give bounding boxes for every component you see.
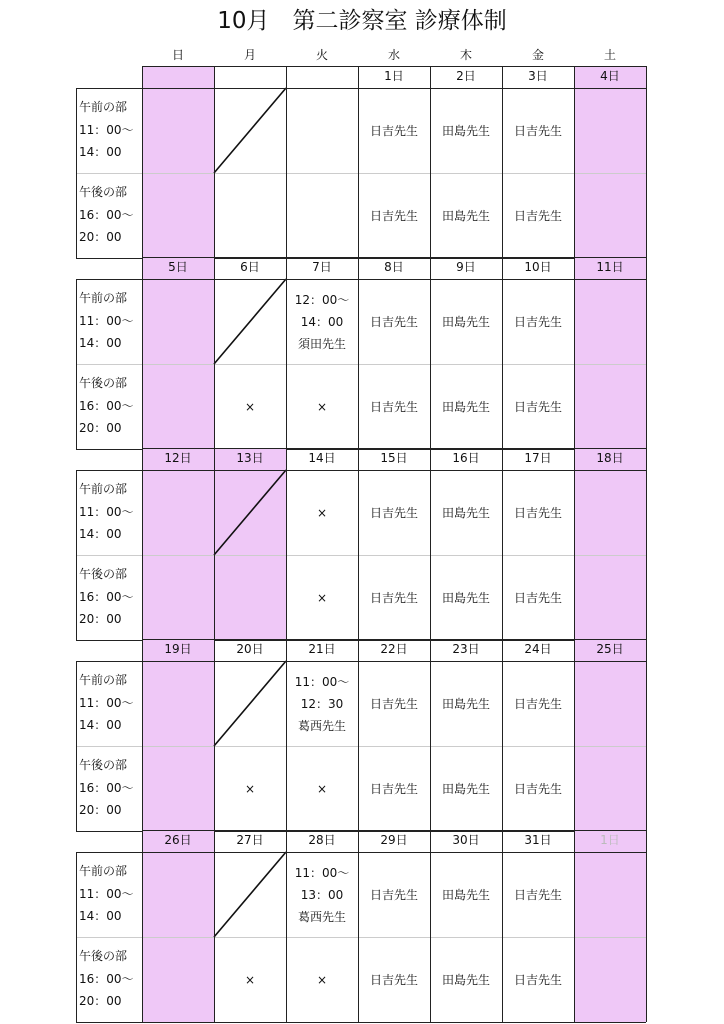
grid-line xyxy=(76,279,77,449)
grid-line xyxy=(358,448,359,640)
closed-mark: × xyxy=(316,590,328,605)
pm-cell xyxy=(430,173,502,258)
grid-line xyxy=(646,257,647,449)
grid-line xyxy=(214,639,215,831)
pm-session-label xyxy=(76,173,142,258)
closed-diagonal-slash xyxy=(214,279,286,364)
cell-text: 12：00～ xyxy=(294,292,350,307)
session-label-line: 16：00～ xyxy=(79,398,134,413)
grid-line xyxy=(142,257,143,449)
cell-text: 日吉先生 xyxy=(369,123,418,138)
pm-cell xyxy=(574,364,646,449)
day-number: 5日 xyxy=(142,257,214,279)
grid-line xyxy=(574,448,575,640)
pm-cell xyxy=(502,173,574,258)
session-label-line: 14：00 xyxy=(79,909,122,923)
pm-cell xyxy=(214,364,286,449)
session-label-line: 16：00～ xyxy=(79,589,134,604)
cell-text: 日吉先生 xyxy=(369,972,418,987)
am-cell xyxy=(574,88,646,173)
grid-line xyxy=(76,852,77,1022)
pm-cell xyxy=(214,746,286,831)
day-number xyxy=(214,66,286,88)
pm-cell xyxy=(142,555,214,640)
grid-line xyxy=(574,639,575,831)
closed-mark: × xyxy=(244,399,256,414)
grid-line xyxy=(502,66,503,258)
cell-text: 日吉先生 xyxy=(513,696,562,711)
am-cell xyxy=(430,852,502,937)
am-cell xyxy=(574,279,646,364)
session-label-line: 20：00 xyxy=(79,612,122,626)
closed-diagonal-slash xyxy=(214,852,286,937)
grid-line xyxy=(286,66,287,258)
session-label-line: 午前の部 xyxy=(79,482,128,496)
day-number: 25日 xyxy=(574,639,646,661)
cell-text: 日吉先生 xyxy=(513,887,562,902)
day-number: 27日 xyxy=(236,833,264,847)
pm-cell xyxy=(430,746,502,831)
pm-cell xyxy=(358,555,430,640)
grid-line xyxy=(142,830,143,1022)
grid-line xyxy=(76,746,646,747)
grid-line xyxy=(214,448,215,640)
cell-text: 11：00～ xyxy=(294,674,350,689)
day-number xyxy=(286,66,358,88)
pm-cell xyxy=(286,937,358,1022)
am-cell xyxy=(286,279,358,364)
grid-line xyxy=(286,639,287,831)
day-number: 18日 xyxy=(574,448,646,470)
cell-text: 田島先生 xyxy=(441,887,490,902)
pm-cell xyxy=(358,173,430,258)
session-label-line: 11：00～ xyxy=(79,695,134,710)
grid-line xyxy=(142,830,646,831)
grid-line xyxy=(76,1022,646,1023)
closed-mark: × xyxy=(316,972,328,987)
cell-text: 田島先生 xyxy=(441,972,490,987)
pm-session-label xyxy=(76,746,142,831)
am-cell xyxy=(286,470,358,555)
grid-line xyxy=(142,257,646,258)
pm-cell xyxy=(142,364,214,449)
cell-text: 田島先生 xyxy=(441,505,490,520)
week-block xyxy=(76,639,648,831)
page-title: 10月 第二診察室 診療体制 xyxy=(217,8,507,34)
grid-line xyxy=(358,830,359,1022)
grid-line xyxy=(214,66,215,258)
pm-cell xyxy=(286,555,358,640)
day-number: 2日 xyxy=(456,69,476,83)
grid-line xyxy=(142,639,646,640)
am-cell xyxy=(142,88,214,173)
closed-diagonal-slash xyxy=(214,661,286,746)
grid-line xyxy=(142,66,143,258)
closed-mark: × xyxy=(244,972,256,987)
cell-text: 田島先生 xyxy=(441,590,490,605)
day-number: 23日 xyxy=(452,642,480,656)
am-cell xyxy=(142,661,214,746)
am-cell xyxy=(502,88,574,173)
am-cell xyxy=(502,279,574,364)
day-number: 1日 xyxy=(384,69,404,83)
grid-line xyxy=(502,639,503,831)
am-cell xyxy=(286,88,358,173)
closed-diagonal-slash xyxy=(214,88,286,173)
am-cell xyxy=(358,470,430,555)
cell-text: 須田先生 xyxy=(297,336,346,351)
cell-text: 日吉先生 xyxy=(513,208,562,223)
cell-text: 日吉先生 xyxy=(369,781,418,796)
weekday-label: 日 xyxy=(171,48,184,62)
grid-line xyxy=(214,257,215,449)
day-number: 7日 xyxy=(312,260,332,274)
cell-text: 田島先生 xyxy=(441,208,490,223)
week-block xyxy=(76,66,648,258)
grid-line xyxy=(430,257,431,449)
am-cell xyxy=(430,279,502,364)
session-label-line: 午後の部 xyxy=(79,376,128,390)
grid-line xyxy=(358,639,359,831)
cell-text: 葛西先生 xyxy=(297,909,346,924)
am-cell xyxy=(286,661,358,746)
pm-cell xyxy=(142,746,214,831)
day-number: 11日 xyxy=(574,257,646,279)
am-session-label xyxy=(76,470,142,555)
cell-text: 葛西先生 xyxy=(297,718,346,733)
grid-line xyxy=(286,257,287,449)
grid-line xyxy=(76,661,646,662)
grid-line xyxy=(646,448,647,640)
am-session-label xyxy=(76,279,142,364)
grid-line xyxy=(358,66,359,258)
pm-cell xyxy=(358,364,430,449)
grid-line xyxy=(286,448,287,640)
grid-line xyxy=(574,257,575,449)
cell-text: 日吉先生 xyxy=(513,972,562,987)
session-label-line: 14：00 xyxy=(79,336,122,350)
cell-text: 12：30 xyxy=(300,696,344,711)
pm-cell xyxy=(430,364,502,449)
am-session-label xyxy=(76,661,142,746)
pm-cell xyxy=(502,555,574,640)
grid-line xyxy=(76,852,646,853)
cell-text: 日吉先生 xyxy=(513,505,562,520)
session-label-line: 11：00～ xyxy=(79,122,134,137)
cell-text: 日吉先生 xyxy=(369,314,418,329)
day-number: 17日 xyxy=(524,451,552,465)
am-cell xyxy=(142,470,214,555)
grid-line xyxy=(430,639,431,831)
pm-cell xyxy=(358,937,430,1022)
cell-text: 田島先生 xyxy=(441,123,490,138)
pm-cell xyxy=(502,937,574,1022)
day-number: 31日 xyxy=(524,833,552,847)
pm-cell xyxy=(574,746,646,831)
day-number: 20日 xyxy=(236,642,264,656)
grid-line xyxy=(430,830,431,1022)
pm-cell xyxy=(142,937,214,1022)
grid-line xyxy=(574,830,575,1022)
cell-text: 田島先生 xyxy=(441,314,490,329)
day-number: 29日 xyxy=(380,833,408,847)
grid-line xyxy=(76,937,646,938)
cell-text: 日吉先生 xyxy=(369,590,418,605)
grid-line xyxy=(76,173,646,174)
pm-cell xyxy=(214,555,286,640)
day-number: 13日 xyxy=(214,448,286,470)
session-label-line: 午前の部 xyxy=(79,673,128,687)
pm-cell xyxy=(430,937,502,1022)
am-cell xyxy=(574,661,646,746)
day-number: 30日 xyxy=(452,833,480,847)
grid-line xyxy=(646,639,647,831)
pm-session-label xyxy=(76,555,142,640)
closed-mark: × xyxy=(316,399,328,414)
day-number: 9日 xyxy=(456,260,476,274)
grid-line xyxy=(430,66,431,258)
grid-line xyxy=(76,661,77,831)
cell-text: 田島先生 xyxy=(441,399,490,414)
pm-cell xyxy=(574,555,646,640)
day-number: 8日 xyxy=(384,260,404,274)
grid-line xyxy=(502,257,503,449)
grid-line xyxy=(142,66,646,67)
session-label-line: 16：00～ xyxy=(79,971,134,986)
am-cell xyxy=(142,279,214,364)
day-number: 12日 xyxy=(142,448,214,470)
am-cell xyxy=(574,852,646,937)
cell-text: 14：00 xyxy=(300,314,344,329)
am-cell xyxy=(502,852,574,937)
cell-text: 日吉先生 xyxy=(513,781,562,796)
session-label-line: 14：00 xyxy=(79,527,122,541)
cell-text: 田島先生 xyxy=(441,696,490,711)
grid-line xyxy=(142,448,646,449)
pm-cell xyxy=(574,173,646,258)
cell-text: 13：00 xyxy=(300,887,344,902)
day-number: 21日 xyxy=(308,642,336,656)
session-label-line: 午前の部 xyxy=(79,100,128,114)
am-session-label xyxy=(76,852,142,937)
am-cell xyxy=(502,470,574,555)
day-number: 6日 xyxy=(240,260,260,274)
weekday-label: 木 xyxy=(459,48,472,62)
weekday-label: 月 xyxy=(243,48,256,62)
cell-text: 日吉先生 xyxy=(513,590,562,605)
cell-text: 11：00～ xyxy=(294,865,350,880)
session-label-line: 20：00 xyxy=(79,994,122,1008)
grid-line xyxy=(502,830,503,1022)
pm-cell xyxy=(574,937,646,1022)
grid-line xyxy=(76,88,77,258)
cell-text: 日吉先生 xyxy=(369,887,418,902)
grid-line xyxy=(76,88,646,89)
session-label-line: 20：00 xyxy=(79,803,122,817)
grid-line xyxy=(286,830,287,1022)
day-number: 10日 xyxy=(524,260,552,274)
day-number: 19日 xyxy=(142,639,214,661)
pm-cell xyxy=(214,937,286,1022)
am-cell xyxy=(358,661,430,746)
grid-line xyxy=(214,830,215,1022)
weekday-label: 火 xyxy=(315,48,328,62)
cell-text: 日吉先生 xyxy=(369,696,418,711)
weekday-label: 水 xyxy=(387,48,400,62)
day-number: 4日 xyxy=(574,66,646,88)
am-cell xyxy=(574,470,646,555)
grid-line xyxy=(76,555,646,556)
week-block xyxy=(76,830,648,1022)
session-label-line: 14：00 xyxy=(79,718,122,732)
cell-text: 日吉先生 xyxy=(369,208,418,223)
session-label-line: 午後の部 xyxy=(79,758,128,772)
grid-line xyxy=(76,364,646,365)
cell-text: 日吉先生 xyxy=(513,399,562,414)
session-label-line: 20：00 xyxy=(79,230,122,244)
day-number: 3日 xyxy=(528,69,548,83)
day-number: 1日 xyxy=(574,830,646,852)
am-cell xyxy=(358,279,430,364)
cell-text: 田島先生 xyxy=(441,781,490,796)
closed-mark: × xyxy=(244,781,256,796)
session-label-line: 午後の部 xyxy=(79,185,128,199)
pm-cell xyxy=(286,746,358,831)
day-number: 22日 xyxy=(380,642,408,656)
grid-line xyxy=(76,470,77,640)
am-cell xyxy=(286,852,358,937)
day-number: 15日 xyxy=(380,451,408,465)
week-block xyxy=(76,448,648,640)
grid-line xyxy=(76,470,646,471)
am-cell xyxy=(358,88,430,173)
session-label-line: 14：00 xyxy=(79,145,122,159)
week-block xyxy=(76,257,648,449)
am-cell xyxy=(502,661,574,746)
day-number xyxy=(142,66,214,88)
grid-line xyxy=(430,448,431,640)
cell-text: 日吉先生 xyxy=(369,399,418,414)
am-session-label xyxy=(76,88,142,173)
pm-cell xyxy=(502,746,574,831)
pm-cell xyxy=(286,364,358,449)
grid-line xyxy=(142,639,143,831)
closed-mark: × xyxy=(316,505,328,520)
grid-line xyxy=(358,257,359,449)
weekday-label: 金 xyxy=(531,48,544,62)
grid-line xyxy=(502,448,503,640)
closed-mark: × xyxy=(316,781,328,796)
session-label-line: 午後の部 xyxy=(79,567,128,581)
grid-line xyxy=(646,830,647,1022)
pm-cell xyxy=(358,746,430,831)
day-number: 24日 xyxy=(524,642,552,656)
day-number: 26日 xyxy=(142,830,214,852)
pm-cell xyxy=(502,364,574,449)
session-label-line: 11：00～ xyxy=(79,886,134,901)
cell-text: 日吉先生 xyxy=(513,123,562,138)
session-label-line: 午前の部 xyxy=(79,291,128,305)
cell-text: 日吉先生 xyxy=(513,314,562,329)
pm-cell xyxy=(286,173,358,258)
pm-session-label xyxy=(76,937,142,1022)
pm-cell xyxy=(142,173,214,258)
grid-line xyxy=(646,66,647,258)
am-cell xyxy=(430,661,502,746)
session-label-line: 16：00～ xyxy=(79,780,134,795)
grid-line xyxy=(574,66,575,258)
weekday-label: 土 xyxy=(603,48,616,62)
day-number: 14日 xyxy=(308,451,336,465)
session-label-line: 午後の部 xyxy=(79,949,128,963)
am-cell xyxy=(430,470,502,555)
session-label-line: 11：00～ xyxy=(79,504,134,519)
session-label-line: 午前の部 xyxy=(79,864,128,878)
session-label-line: 16：00～ xyxy=(79,207,134,222)
cell-text: 日吉先生 xyxy=(369,505,418,520)
closed-diagonal-slash xyxy=(214,470,286,555)
pm-cell xyxy=(214,173,286,258)
pm-cell xyxy=(430,555,502,640)
grid-line xyxy=(142,448,143,640)
session-label-line: 11：00～ xyxy=(79,313,134,328)
am-cell xyxy=(358,852,430,937)
grid-line xyxy=(76,279,646,280)
am-cell xyxy=(430,88,502,173)
day-number: 16日 xyxy=(452,451,480,465)
day-number: 28日 xyxy=(308,833,336,847)
pm-session-label xyxy=(76,364,142,449)
session-label-line: 20：00 xyxy=(79,421,122,435)
am-cell xyxy=(142,852,214,937)
